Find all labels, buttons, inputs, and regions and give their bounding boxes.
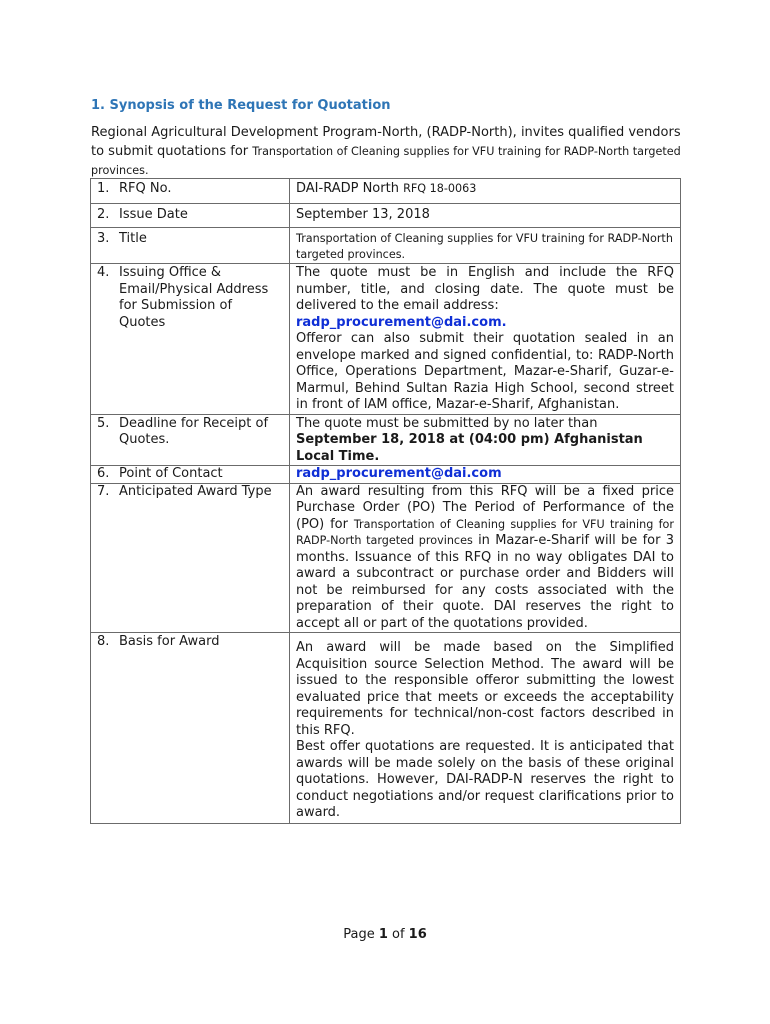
table-row-title bbox=[91, 228, 681, 264]
rfq-synopsis-table bbox=[90, 178, 681, 824]
row-value-cell bbox=[290, 228, 681, 264]
page-footer bbox=[0, 927, 770, 942]
section-heading: 1. Synopsis of the Request for Quotation bbox=[91, 98, 391, 113]
intro-paragraph bbox=[91, 123, 681, 180]
row-value-cell bbox=[290, 414, 681, 466]
row-label-cell bbox=[91, 179, 290, 204]
issuing-office-text-b: Offeror can also submit their quotation sealed in an envelope marked and signed confidential, to: RADP-North Office, Operations Department, Mazar-e-Sharif, Guzar-e-Marmul, Behind Sultan Razia High School, second street in front of IAM office, Mazar-e-Sharif, Afghanistan. bbox=[296, 331, 674, 412]
row-label: Point of Contact bbox=[119, 466, 223, 481]
row-label: Basis for Award bbox=[119, 634, 220, 649]
table-row-issuing-office bbox=[91, 264, 681, 415]
row-label: Issuing Office & Email/Physical Address for Submission of Quotes bbox=[119, 265, 269, 330]
procurement-email-link[interactable]: radp_procurement@dai.com. bbox=[296, 314, 507, 330]
table-row-issue-date bbox=[91, 204, 681, 228]
row-number: 3. bbox=[97, 231, 110, 246]
table-row-point-of-contact bbox=[91, 466, 681, 484]
row-value-cell bbox=[290, 633, 681, 824]
basis-text-a: An award will be made based on the Simplified Acquisition source Selection Method. The award will be issued to the responsible offeror submitting the lowest evaluated price that meets or exceeds the acceptability requirements for technical/non-cost factors described in this RFQ. bbox=[296, 640, 674, 738]
row-number: 1. bbox=[97, 181, 110, 196]
row-number: 6. bbox=[97, 466, 110, 481]
row-number: 7. bbox=[97, 483, 110, 499]
row-number: 4. bbox=[97, 265, 110, 280]
row-label-cell bbox=[91, 466, 290, 484]
title-value: Transportation of Cleaning supplies for VFU training for RADP-North targeted provinces. bbox=[296, 232, 673, 261]
row-value-cell bbox=[290, 264, 681, 415]
rfq-no-number: RFQ 18-0063 bbox=[403, 182, 477, 195]
intro-small-text: Transportation of Cleaning supplies for VFU training for RADP-North targeted provinces. bbox=[91, 145, 681, 177]
basis-text-b: Best offer quotations are requested. It is anticipated that awards will be made solely on the basis of these original quotations. However, DAI-RADP-N reserves the right to conduct negotiations and/or request clarifications prior to award. bbox=[296, 739, 674, 820]
award-type-text-a: An award resulting from this RFQ will be a fixed price Purchase Order (PO) The Period of Performance of the (PO) for bbox=[296, 483, 674, 532]
row-label: Deadline for Receipt of Quotes. bbox=[119, 415, 269, 447]
table-row-basis-for-award bbox=[91, 633, 681, 824]
table-row-award-type bbox=[91, 483, 681, 633]
footer-total-pages: 16 bbox=[408, 927, 427, 942]
footer-page-word: Page bbox=[343, 927, 379, 942]
row-label-cell bbox=[91, 633, 290, 824]
footer-of-word: of bbox=[387, 927, 409, 942]
row-value-cell bbox=[290, 179, 681, 204]
row-label-cell bbox=[91, 228, 290, 264]
intro-main-text: Regional Agricultural Development Program-North, (RADP-North), invites qualified vendors to submit quotations for bbox=[91, 125, 681, 159]
row-label: RFQ No. bbox=[119, 181, 172, 196]
issue-date-value: September 13, 2018 bbox=[296, 207, 430, 222]
row-label-cell bbox=[91, 264, 290, 415]
row-label-cell bbox=[91, 483, 290, 633]
row-label-cell bbox=[91, 204, 290, 228]
row-value-cell bbox=[290, 483, 681, 633]
row-label: Issue Date bbox=[119, 207, 188, 222]
row-number: 2. bbox=[97, 207, 110, 222]
award-type-small-text: Transportation of Cleaning supplies for VFU training for RADP-North targeted provinces bbox=[296, 517, 674, 547]
deadline-date: September 18, 2018 at (04:00 pm) Afghanistan Local Time. bbox=[296, 432, 643, 464]
row-label: Title bbox=[119, 231, 147, 246]
issuing-office-text-a: The quote must be in English and include the RFQ number, title, and closing date. The quote must be delivered to the email address: bbox=[296, 265, 674, 313]
footer-current-page: 1 bbox=[378, 927, 388, 942]
table-row-rfq-no bbox=[91, 179, 681, 204]
row-number: 5. bbox=[97, 415, 110, 431]
table-row-deadline bbox=[91, 414, 681, 466]
row-value-cell bbox=[290, 466, 681, 484]
row-value-cell bbox=[290, 204, 681, 228]
award-type-text-b: in Mazar-e-Sharif will be for 3 months. Issuance of this RFQ in no way obligates DAI to award a subcontract or purchase order and Bidders will not be reimbursed for any costs associated with the preparation of their quote. DAI reserves the right to accept all or part of the quotations provided. bbox=[296, 533, 674, 631]
deadline-text: The quote must be submitted by no later than bbox=[296, 415, 598, 431]
contact-email-link[interactable]: radp_procurement@dai.com bbox=[296, 466, 502, 481]
row-label: Anticipated Award Type bbox=[119, 483, 272, 499]
row-label-cell bbox=[91, 414, 290, 466]
row-number: 8. bbox=[97, 634, 110, 649]
rfq-no-main: DAI-RADP North bbox=[296, 181, 404, 196]
